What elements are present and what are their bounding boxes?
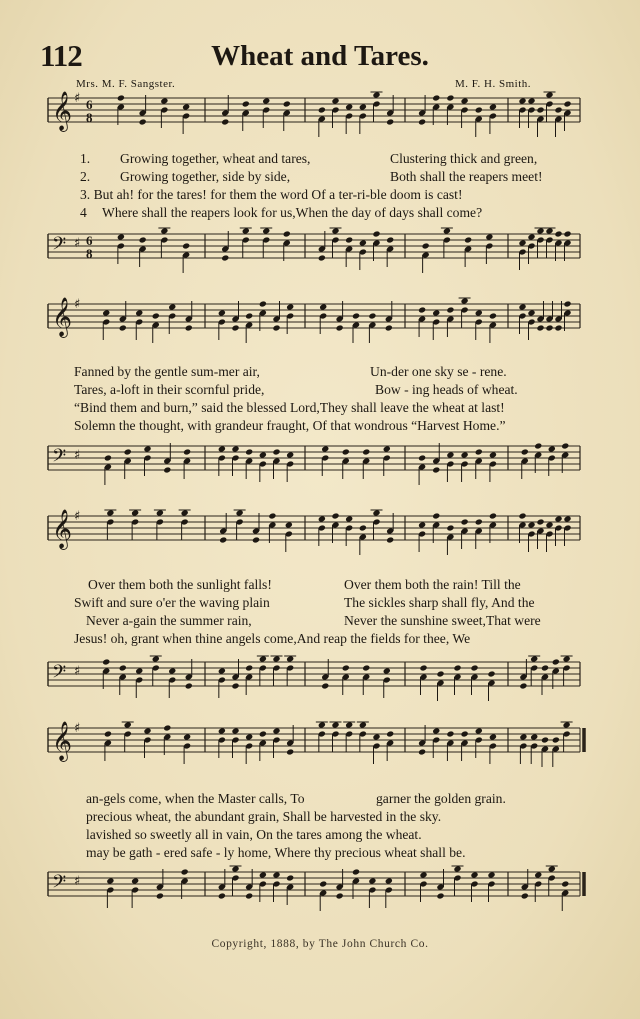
treble-clef-icon: 𝄞 — [52, 509, 73, 549]
bass-clef-icon: 𝄢 — [52, 662, 67, 687]
lyric-text: The sickles sharp shall fly, And the — [344, 595, 535, 610]
note-head — [218, 445, 226, 452]
note-head — [545, 91, 553, 98]
note-head — [231, 727, 239, 734]
lyric-text: Never the sunshine sweet,That were — [344, 613, 541, 628]
time-signature: 8 — [86, 110, 93, 125]
note-head — [383, 445, 391, 452]
note-head — [489, 103, 497, 110]
note-head — [102, 309, 110, 316]
note-head — [372, 230, 380, 237]
note-head — [453, 664, 461, 671]
note-head — [218, 667, 226, 674]
note-head — [342, 448, 350, 455]
note-head — [563, 721, 571, 728]
sharp-icon: ♯ — [74, 874, 81, 889]
note-head — [545, 324, 553, 331]
lyric-text: Tares, a-loft in their scornful pride, — [74, 382, 265, 397]
note-head — [156, 892, 164, 899]
time-signature: 6 — [86, 233, 93, 248]
note-head — [231, 445, 239, 452]
note-head — [359, 103, 367, 110]
note-head — [285, 521, 293, 528]
note-head — [345, 103, 353, 110]
note-head — [470, 664, 478, 671]
note-head — [124, 721, 132, 728]
note-head — [218, 727, 226, 734]
note-head — [106, 509, 114, 516]
note-head — [286, 451, 294, 458]
lyric-text: 2. — [80, 169, 91, 184]
note-head — [135, 667, 143, 674]
note-head — [272, 324, 280, 331]
lyric-text: an-gels come, when the Master calls, To — [86, 791, 305, 806]
note-head — [252, 536, 260, 543]
note-head — [530, 733, 538, 740]
note-head — [245, 733, 253, 740]
note-head — [104, 730, 112, 737]
lyric-text: Growing together, side by side, — [120, 169, 291, 184]
sharp-icon: ♯ — [74, 448, 81, 463]
note-head — [518, 239, 526, 246]
note-head — [262, 227, 270, 234]
lyric-text: may be gath - ered safe - ly home, Where thy precious wheat shall be. — [86, 845, 466, 860]
note-head — [242, 227, 250, 234]
note-head — [563, 655, 571, 662]
note-head — [321, 682, 329, 689]
note-head — [386, 118, 394, 125]
note-head — [446, 451, 454, 458]
note-head — [160, 227, 168, 234]
note-head — [218, 892, 226, 899]
note-head — [372, 509, 380, 516]
note-head — [286, 655, 294, 662]
note-head — [268, 512, 276, 519]
lyric-text: 4 — [80, 205, 87, 220]
note-head — [561, 880, 569, 887]
note-head — [518, 303, 526, 310]
bass-staff-1 — [40, 226, 588, 284]
bass-clef-icon: 𝄢 — [52, 446, 67, 471]
treble-clef-icon: 𝄞 — [52, 297, 73, 337]
note-head — [530, 655, 538, 662]
note-head — [554, 230, 562, 237]
note-head — [489, 512, 497, 519]
treble-staff-1 — [40, 90, 588, 148]
copyright-line: Copyright, 1888, by The John Church Co. — [211, 938, 429, 950]
note-head — [536, 324, 544, 331]
note-head — [536, 227, 544, 234]
note-head — [336, 892, 344, 899]
note-head — [319, 303, 327, 310]
note-head — [519, 682, 527, 689]
note-head — [345, 236, 353, 243]
note-head — [527, 97, 535, 104]
note-head — [436, 892, 444, 899]
note-head — [489, 451, 497, 458]
note-head — [283, 100, 291, 107]
lyric-text: Growing together, wheat and tares, — [120, 151, 311, 166]
note-head — [563, 230, 571, 237]
note-head — [461, 97, 469, 104]
note-head — [446, 306, 454, 313]
note-head — [259, 730, 267, 737]
note-head — [117, 94, 125, 101]
note-head — [331, 512, 339, 519]
note-head — [487, 871, 495, 878]
composer-credit: M. F. H. Smith. — [455, 78, 531, 90]
note-head — [541, 736, 549, 743]
note-head — [345, 515, 353, 522]
note-head — [518, 512, 526, 519]
lyric-text: garner the golden grain. — [376, 791, 506, 806]
lyric-text: Jesus! oh, grant when thine angels come,And reap the fields for thee, We — [74, 631, 471, 646]
note-head — [470, 871, 478, 878]
note-head — [131, 877, 139, 884]
note-head — [383, 667, 391, 674]
bass-clef-icon: 𝄢 — [52, 872, 67, 897]
note-head — [563, 100, 571, 107]
note-head — [245, 312, 253, 319]
note-head — [231, 865, 239, 872]
note-head — [385, 877, 393, 884]
lyric-text: Over them both the sunlight falls! — [88, 577, 272, 592]
note-head — [181, 868, 189, 875]
note-head — [362, 664, 370, 671]
note-head — [272, 655, 280, 662]
note-head — [386, 730, 394, 737]
note-head — [286, 874, 294, 881]
note-head — [552, 736, 560, 743]
sharp-icon: ♯ — [74, 721, 81, 736]
note-head — [185, 682, 193, 689]
note-head — [372, 91, 380, 98]
note-head — [272, 727, 280, 734]
note-head — [536, 518, 544, 525]
note-head — [245, 448, 253, 455]
note-head — [386, 236, 394, 243]
lyric-text: Fanned by the gentle sum-mer air, — [74, 364, 260, 379]
hymn-title: Wheat and Tares. — [211, 40, 429, 72]
sharp-icon: ♯ — [74, 664, 81, 679]
sharp-icon: ♯ — [74, 236, 81, 251]
note-head — [432, 94, 440, 101]
note-head — [131, 509, 139, 516]
treble-clef-icon: 𝄞 — [52, 91, 73, 131]
note-head — [475, 727, 483, 734]
note-head — [418, 521, 426, 528]
note-head — [168, 303, 176, 310]
lyric-text: “Bind them and burn,” said the blessed Lord,They shall leave the wheat at last! — [74, 400, 505, 415]
note-head — [534, 871, 542, 878]
note-head — [418, 118, 426, 125]
sharp-icon: ♯ — [74, 297, 81, 312]
note-head — [527, 521, 535, 528]
note-head — [446, 524, 454, 531]
note-head — [245, 664, 253, 671]
time-signature: 8 — [86, 246, 93, 261]
note-head — [272, 871, 280, 878]
note-head — [331, 97, 339, 104]
note-head — [286, 748, 294, 755]
note-head — [489, 733, 497, 740]
note-head — [163, 466, 171, 473]
note-head — [359, 721, 367, 728]
note-head — [418, 748, 426, 755]
note-head — [221, 118, 229, 125]
note-head — [446, 730, 454, 737]
note-head — [163, 724, 171, 731]
lyric-text: Solemn the thought, with grandeur fraught, Of that wondrous “Harvest Home.” — [74, 418, 506, 433]
note-head — [548, 445, 556, 452]
note-head — [331, 721, 339, 728]
lyric-text: Never a-gain the summer rain, — [86, 613, 252, 628]
lyric-text: 3. But ah! for the tares! for them the word Of a ter-ri-ble doom is cast! — [80, 187, 463, 202]
note-head — [432, 727, 440, 734]
note-head — [475, 106, 483, 113]
sharp-icon: ♯ — [74, 509, 81, 524]
note-head — [152, 312, 160, 319]
note-head — [436, 670, 444, 677]
note-head — [485, 233, 493, 240]
lyric-text: Bow - ing heads of wheat. — [375, 382, 518, 397]
note-head — [124, 448, 132, 455]
note-head — [218, 309, 226, 316]
note-head — [461, 518, 469, 525]
note-head — [372, 733, 380, 740]
note-head — [419, 871, 427, 878]
note-head — [534, 442, 542, 449]
lyric-text: Where shall the reapers look for us,When the day of days shall come? — [102, 205, 483, 220]
note-head — [262, 97, 270, 104]
note-head — [518, 97, 526, 104]
note-head — [185, 324, 193, 331]
note-head — [231, 682, 239, 689]
bass-staff-3 — [40, 654, 588, 712]
lyric-text: Swift and sure o'er the waving plain — [74, 595, 270, 610]
note-head — [443, 227, 451, 234]
note-head — [489, 312, 497, 319]
note-head — [461, 451, 469, 458]
note-head — [554, 324, 562, 331]
note-head — [563, 300, 571, 307]
lyric-text: precious wheat, the abundant grain, Shall be harvested in the sky. — [86, 809, 442, 824]
note-head — [318, 515, 326, 522]
note-head — [117, 233, 125, 240]
note-head — [554, 106, 562, 113]
note-head — [283, 230, 291, 237]
note-head — [331, 227, 339, 234]
note-head — [342, 664, 350, 671]
note-head — [418, 306, 426, 313]
note-head — [336, 324, 344, 331]
sharp-icon: ♯ — [74, 91, 81, 106]
treble-staff-4 — [40, 720, 588, 778]
note-head — [536, 106, 544, 113]
note-head — [231, 324, 239, 331]
note-head — [119, 324, 127, 331]
note-head — [487, 670, 495, 677]
note-head — [521, 892, 529, 899]
bass-staff-2 — [40, 438, 588, 496]
note-head — [143, 445, 151, 452]
note-head — [139, 236, 147, 243]
note-head — [219, 536, 227, 543]
note-head — [181, 509, 189, 516]
note-head — [554, 515, 562, 522]
treble-staff-3 — [40, 508, 588, 566]
note-head — [106, 877, 114, 884]
note-head — [139, 118, 147, 125]
note-head — [345, 721, 353, 728]
note-head — [102, 658, 110, 665]
bass-staff-4 — [40, 864, 588, 922]
note-head — [368, 312, 376, 319]
note-head — [352, 868, 360, 875]
note-head — [453, 865, 461, 872]
note-head — [259, 871, 267, 878]
note-head — [259, 300, 267, 307]
note-head — [221, 254, 229, 261]
note-head — [527, 309, 535, 316]
time-signature: 6 — [86, 97, 93, 112]
note-head — [183, 448, 191, 455]
lyric-text: lavished so sweetly all in vain, On the tares among the wheat. — [86, 827, 422, 842]
note-head — [475, 309, 483, 316]
note-head — [362, 448, 370, 455]
note-head — [286, 303, 294, 310]
note-head — [422, 242, 430, 249]
note-head — [236, 509, 244, 516]
note-head — [386, 536, 394, 543]
note-head — [318, 721, 326, 728]
note-head — [135, 309, 143, 316]
note-head — [563, 515, 571, 522]
lyricist-credit: Mrs. M. F. Sangster. — [76, 78, 176, 90]
note-head — [432, 309, 440, 316]
note-head — [461, 297, 469, 304]
note-head — [527, 233, 535, 240]
note-head — [368, 877, 376, 884]
note-head — [119, 664, 127, 671]
note-head — [548, 865, 556, 872]
note-head — [183, 733, 191, 740]
note-head — [352, 312, 360, 319]
note-head — [385, 324, 393, 331]
note-head — [545, 521, 553, 528]
note-head — [461, 730, 469, 737]
note-head — [242, 100, 250, 107]
note-head — [446, 94, 454, 101]
note-head — [182, 242, 190, 249]
note-head — [432, 512, 440, 519]
lyric-text: Clustering thick and green, — [390, 151, 538, 166]
treble-clef-icon: 𝄞 — [52, 721, 73, 761]
hymn-number: 112 — [40, 38, 82, 73]
bass-clef-icon: 𝄢 — [52, 234, 67, 259]
note-head — [321, 445, 329, 452]
note-head — [541, 664, 549, 671]
note-head — [259, 451, 267, 458]
note-head — [359, 524, 367, 531]
note-head — [521, 448, 529, 455]
note-head — [272, 448, 280, 455]
note-head — [545, 227, 553, 234]
note-head — [432, 466, 440, 473]
note-head — [552, 658, 560, 665]
note-head — [182, 103, 190, 110]
note-head — [152, 655, 160, 662]
treble-staff-2 — [40, 296, 588, 354]
note-head — [475, 448, 483, 455]
note-head — [104, 454, 112, 461]
note-head — [418, 454, 426, 461]
note-head — [168, 667, 176, 674]
note-head — [464, 236, 472, 243]
note-head — [318, 254, 326, 261]
note-head — [419, 664, 427, 671]
lyric-text: Un-der one sky se - rene. — [370, 364, 507, 379]
note-head — [143, 727, 151, 734]
lyric-text: 1. — [80, 151, 91, 166]
lyric-text: Both shall the reapers meet! — [390, 169, 543, 184]
note-head — [519, 733, 527, 740]
note-head — [245, 892, 253, 899]
note-head — [156, 509, 164, 516]
lyric-text: Over them both the rain! Till the — [344, 577, 521, 592]
note-head — [318, 106, 326, 113]
note-head — [561, 442, 569, 449]
note-head — [259, 655, 267, 662]
note-head — [160, 97, 168, 104]
note-head — [475, 518, 483, 525]
note-head — [359, 239, 367, 246]
note-head — [319, 880, 327, 887]
